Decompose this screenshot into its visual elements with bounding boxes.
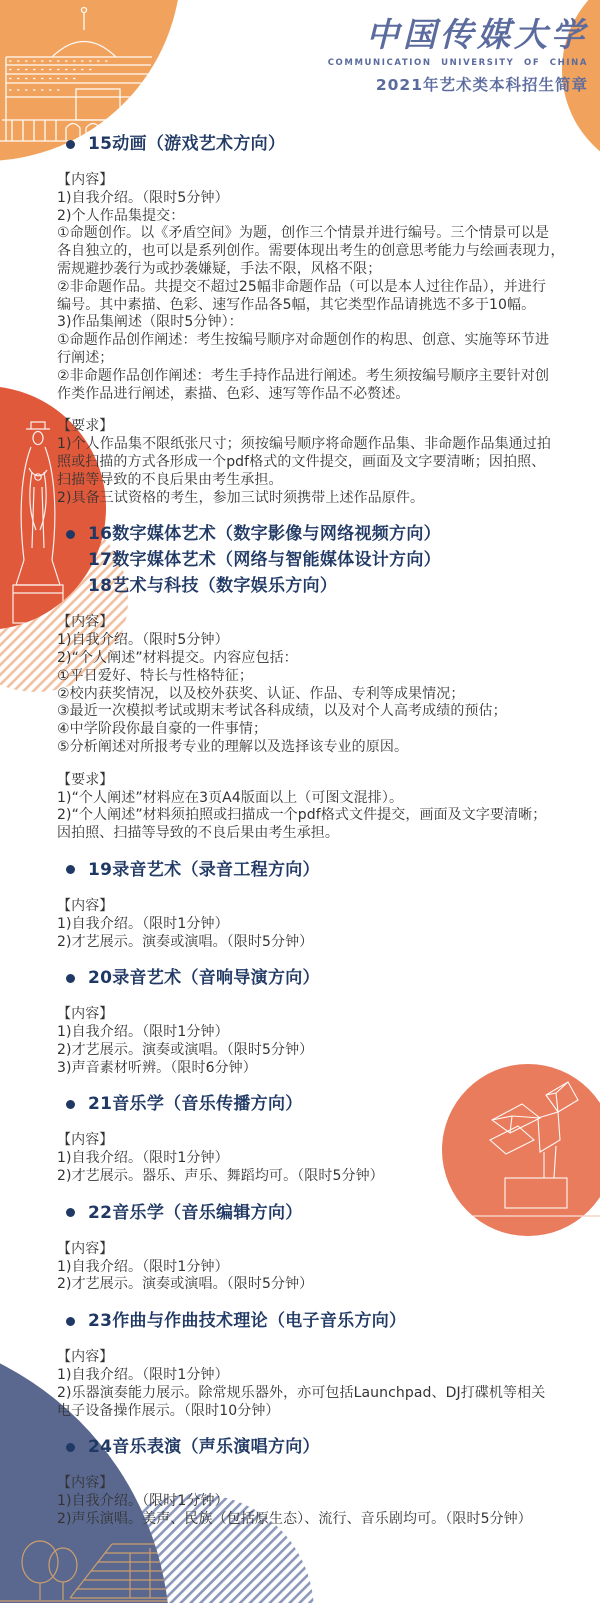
text-line: 2)“个人阐述”材料提交。内容应包括： (57, 649, 298, 666)
text-line: 1)自我介绍。（限时1分钟） (57, 1024, 229, 1041)
section-title (57, 131, 574, 157)
section-title-text: 16数字媒体艺术（数字影像与网络视频方向） (88, 524, 441, 545)
section-block (57, 1475, 574, 1528)
section-titles (57, 1200, 574, 1226)
section-block (57, 1349, 574, 1420)
text-line: 作类作品进行阐述，素描、色彩、速写等作品不必赘述。 (57, 385, 410, 402)
text-line: 2)乐器演奏能力展示。除常规乐器外，亦可包括Launchpad、DJ打碟机等相关 (57, 1384, 546, 1401)
text-line: 3)声音素材听辨。（限时6分钟） (57, 1059, 257, 1076)
text-line: 1)自我介绍。（限时1分钟） (57, 1150, 229, 1167)
section-titles (57, 1091, 574, 1117)
text-line: 1)自我介绍。（限时1分钟） (57, 1367, 229, 1384)
text-line: 2)才艺展示。演奏或演唱。（限时5分钟） (57, 1276, 314, 1293)
section-title-text: 21音乐学（音乐传播方向） (88, 1094, 303, 1115)
text-line: 2)“个人阐述”材料须拍照或扫描成一个pdf格式文件提交，画面及文字要清晰； (57, 807, 547, 824)
text-line: 1)自我介绍。（限时1分钟） (57, 1258, 229, 1275)
text-line: 扫描等导致的不良后果由考生承担。 (57, 471, 283, 488)
section-titles (57, 131, 574, 157)
university-name-english: COMMUNICATION UNIVERSITY OF CHINA (327, 58, 588, 68)
section-title-text: 15动画（游戏艺术方向） (88, 134, 286, 154)
text-line: 1)自我介绍。（限时5分钟） (57, 189, 229, 206)
block-label: 【内容】 (57, 172, 114, 188)
section-block (57, 1006, 574, 1077)
sections (57, 131, 574, 1529)
section-title-text: 20录音艺术（音响导演方向） (88, 968, 320, 989)
text-line: 2)声乐演唱。美声、民族（包括原生态）、流行、音乐剧均可。（限时5分钟） (57, 1511, 532, 1528)
text-line: 1)自我介绍。（限时1分钟） (57, 1493, 229, 1510)
section-title (57, 1200, 574, 1226)
text-line: ②非命题作品。共提交不超过25幅非命题作品（可以是本人过往作品），并进行 (57, 278, 546, 295)
text-line: 需规避抄袭行为或抄袭嫌疑，手法不限，风格不限； (57, 260, 382, 277)
block-label: 【要求】 (57, 771, 114, 788)
block-label: 【内容】 (57, 614, 114, 631)
text-line: ②非命题作品创作阐述：考生手持作品进行阐述。考生须按编号顺序主要针对创 (57, 367, 550, 384)
section-title-text: 23作曲与作曲技术理论（电子音乐方向） (88, 1311, 407, 1332)
section-title (57, 573, 574, 599)
program-section (57, 1091, 574, 1185)
section-title-text: 19录音艺术（录音工程方向） (88, 859, 320, 880)
section-title (57, 1091, 574, 1117)
block-label: 【内容】 (57, 897, 114, 914)
section-block (57, 614, 574, 756)
block-label: 【内容】 (57, 1240, 114, 1257)
text-line: 因拍照、扫描等导致的不良后果由考生承担。 (57, 825, 339, 842)
text-line: 2)具备三试资格的考生，参加三试时须携带上述作品原件。 (57, 489, 425, 506)
section-title-text: 24音乐表演（声乐演唱方向） (88, 1437, 320, 1458)
bullet-icon (66, 1443, 75, 1452)
block-label: 【内容】 (57, 1349, 114, 1366)
section-title (57, 521, 574, 547)
section-titles (57, 857, 574, 883)
text-line: 1)个人作品集不限纸张尺寸；须按编号顺序将命题作品集、非命题作品集通过拍 (57, 436, 551, 453)
section-title-text: 22音乐学（音乐编辑方向） (88, 1202, 303, 1223)
section-title-text: 18艺术与科技（数字娱乐方向） (88, 576, 338, 597)
text-line: ①平日爱好、特长与性格特征； (57, 667, 253, 684)
section-block (57, 172, 574, 403)
university-logo (328, 15, 588, 95)
text-line: ④中学阶段你最自豪的一件事情； (57, 721, 268, 738)
bullet-icon (66, 140, 75, 149)
block-label: 【内容】 (57, 1006, 114, 1023)
bullet-icon (66, 1208, 75, 1217)
program-section (57, 1308, 574, 1420)
text-line: 1)自我介绍。（限时1分钟） (57, 915, 229, 932)
block-label: 【内容】 (57, 1132, 114, 1149)
program-section (57, 521, 574, 843)
program-section (57, 965, 574, 1077)
section-title (57, 547, 574, 573)
text-line: ③最近一次模拟考试或期末考试各科成绩，以及对个人高考成绩的预估； (57, 703, 507, 720)
section-titles (57, 1434, 574, 1460)
section-block (57, 1241, 574, 1294)
section-block (57, 418, 574, 507)
text-line: ②校内获奖情况，以及校外获奖、认证、作品、专利等成果情况； (57, 685, 465, 702)
text-line: 3)作品集阐述（限时5分钟）： (57, 314, 243, 331)
text-line: 电子设备操作展示。（限时10分钟） (57, 1402, 280, 1419)
bullet-icon (66, 1317, 75, 1326)
section-block (57, 1132, 574, 1185)
text-line: 1)自我介绍。（限时5分钟） (57, 632, 229, 649)
text-line: ⑤分析阐述对所报考专业的理解以及选择该专业的原因。 (57, 738, 409, 755)
text-line: 行阐述； (57, 349, 114, 366)
text-line: 2)才艺展示。演奏或演唱。（限时5分钟） (57, 933, 314, 950)
text-line: 2)才艺展示。演奏或演唱。（限时5分钟） (57, 1041, 314, 1058)
text-line: ①命题作品创作阐述：考生按编号顺序对命题创作的构思、创意、实施等环节进 (57, 332, 550, 349)
section-title-text: 17数字媒体艺术（网络与智能媒体设计方向） (88, 550, 441, 571)
program-section (57, 857, 574, 951)
section-titles (57, 521, 574, 599)
section-titles (57, 1308, 574, 1334)
university-name-calligraphy: 中国传媒大学 (366, 15, 588, 54)
block-label: 【内容】 (57, 1475, 114, 1492)
program-section (57, 131, 574, 507)
text-line: 2)个人作品集提交： (57, 207, 185, 224)
block-label: 【要求】 (57, 418, 114, 435)
section-title (57, 857, 574, 883)
text-line: ①命题创作。以《矛盾空间》为题，创作三个情景并进行编号。三个情景可以是 (57, 225, 550, 242)
bullet-icon (66, 865, 75, 874)
text-line: 照或扫描的方式各形成一个pdf格式的文件提交，画面及文字要清晰；因拍照、 (57, 453, 546, 470)
program-section (57, 1434, 574, 1528)
section-title (57, 1434, 574, 1460)
section-block (57, 898, 574, 951)
text-line: 1)“个人阐述”材料应在3页A4版面以上（可图文混排）。 (57, 789, 404, 806)
bullet-icon (66, 530, 75, 539)
bullet-icon (66, 1100, 75, 1109)
brochure-title: 2021年艺术类本科招生简章 (375, 76, 588, 94)
text-line: 各自独立的，也可以是系列创作。需要体现出考生的创意思考能力与绘画表现力， (57, 243, 565, 260)
text-line: 编号。其中素描、色彩、速写作品各5幅，其它类型作品请挑选不多于10幅。 (57, 296, 536, 313)
section-title (57, 1308, 574, 1334)
text-line: 2)才艺展示。器乐、声乐、舞蹈均可。（限时5分钟） (57, 1168, 384, 1185)
section-block (57, 772, 574, 843)
section-titles (57, 965, 574, 991)
program-section (57, 1200, 574, 1294)
section-title (57, 965, 574, 991)
bullet-icon (66, 974, 75, 983)
